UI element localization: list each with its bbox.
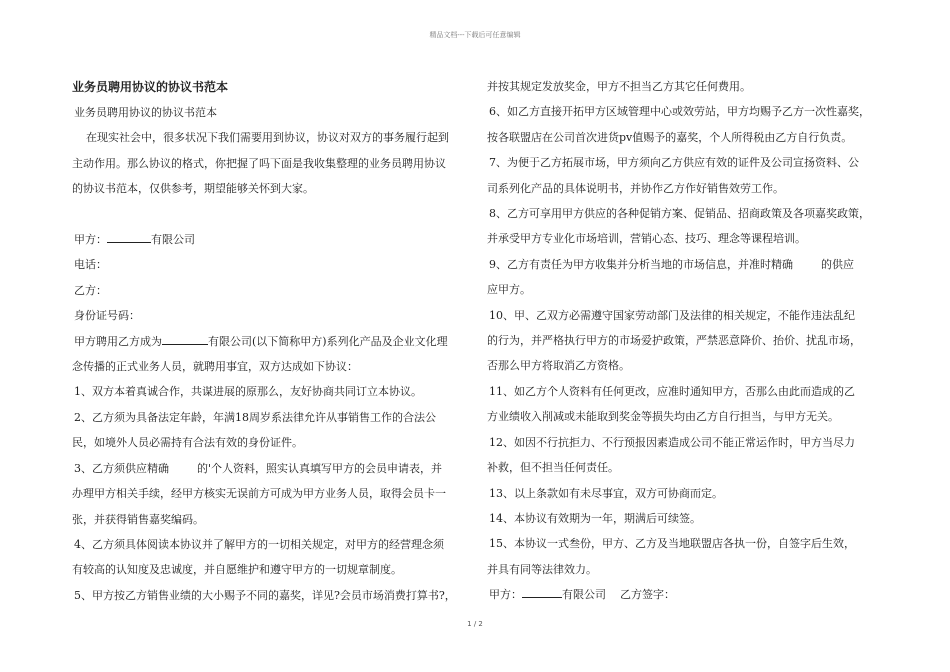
sign-party-a-label: 甲方： [489, 588, 522, 602]
clause-3-part-a: 3、乙方须供应精确 [74, 461, 169, 475]
clause-1: 1、双方本着真诚合作，共谋进展的原那么，友好协商共同订立本协议。 [74, 385, 422, 399]
hire-line-1 [72, 329, 465, 354]
clause-3-line-2: 办理甲方相关手续，经甲方核实无误前方可成为甲方业务人员，取得会员卡一 [72, 487, 446, 501]
clause-15-line-1: 15、本协议一式叁份，甲方、乙方及当地联盟店各执一份，自签字后生效， [489, 537, 855, 551]
party-a-blank [107, 232, 151, 243]
intro-line-3: 的协议书范本，仅供参考，期望能够关怀到大家。 [72, 182, 314, 196]
clause-3-line-1 [72, 456, 465, 481]
clause-4-line-2: 有较高的认知度及忠诚度，并自愿维护和遵守甲方的一切规章制度。 [72, 563, 402, 577]
document-title: 业务员聘用协议的协议书范本 [72, 80, 229, 94]
hire-line-2: 念传播的正式业务人员，就聘用事宜，双方达成如下协议： [72, 360, 358, 374]
clause-6-line-2: 按各联盟店在公司首次进货pv值赐予的嘉奖，个人所得税由乙方自行负责。 [487, 130, 853, 144]
clause-10-line-1: 10、甲、乙双方必需遵守国家劳动部门及法律的相关规定，不能作违法乱纪 [489, 308, 855, 322]
clause-13: 13、以上条款如有未尽事宜，双方可协商而定。 [489, 486, 723, 500]
clause-10-line-3: 否那么甲方将取消乙方资格。 [487, 359, 630, 373]
clause-7-line-1: 7、为便于乙方拓展市场，甲方须向乙方供应有效的证件及公司宣扬资料、公 [489, 156, 859, 170]
party-a-suffix: 有限公司 [151, 233, 195, 247]
clause-9-part-b: 的供应 [821, 257, 854, 271]
sign-company-blank [522, 587, 562, 598]
company-blank [162, 334, 208, 345]
hire-suffix: 有限公司(以下简称甲方)系列化产品及企业文化理 [208, 334, 448, 348]
clause-2-line-1: 2、乙方须为具备法定年龄，年满18周岁系法律允许从事销售工作的合法公 [74, 410, 436, 424]
clause-14: 14、本协议有效期为一年，期满后可续签。 [489, 511, 701, 525]
sign-party-b-label: 乙方签字： [620, 588, 675, 602]
clause-5-line-1: 5、甲方按乙方销售业绩的大小赐予不同的嘉奖，详见?会员市场消费打算书?， [74, 588, 456, 602]
clause-9-line-1 [487, 252, 872, 277]
clause-9-line-2: 应甲方。 [487, 283, 531, 297]
clause-9-part-a: 9、乙方有责任为甲方收集并分析当地的市场信息，并准时精确 [489, 257, 793, 271]
party-a-line [72, 227, 465, 252]
clause-15-line-2: 并具有同等法律效力。 [487, 562, 597, 576]
clause-3-part-b: 的'个人资料，照实认真填写甲方的会员申请表，并 [197, 461, 443, 475]
clause-12-line-2: 补救，但不担当任何责任。 [487, 461, 619, 475]
clause-6-line-1: 6、如乙方直接开拓甲方区域管理中心或效劳站，甲方均赐予乙方一次性嘉奖， [489, 105, 870, 119]
hire-prefix: 甲方聘用乙方成为 [74, 334, 162, 348]
clause-3-line-3: 张，并获得销售嘉奖编码。 [72, 512, 204, 526]
left-column [72, 74, 465, 608]
clause-7-line-2: 司系列化产品的具体说明书，并协作乙方作好销售效劳工作。 [487, 181, 784, 195]
page-number: 1 / 2 [467, 620, 483, 628]
clause-8-line-2: 并承受甲方专业化市场培训，营销心态、技巧、理念等课程培训。 [487, 232, 806, 246]
phone-line: 电话： [74, 258, 107, 272]
clause-5-line-2: 并按其规定发放奖金，甲方不担当乙方其它任何费用。 [487, 80, 751, 93]
clause-10-line-2: 的行为，并严格执行甲方的市场爱护政策，严禁恶意降价、抬价、扰乱市场， [487, 334, 861, 348]
clause-2-line-2: 民，如境外人员必需持有合法有效的身份证件。 [72, 436, 303, 450]
intro-line-2: 主动作用。那么协议的格式，你把握了吗下面是我收集整理的业务员聘用协议 [72, 156, 446, 170]
spacer-line [72, 202, 465, 227]
sign-party-a-suffix: 有限公司 [562, 588, 606, 602]
clause-8-line-1: 8、乙方可享用甲方供应的各种促销方案、促销品、招商政策及各项嘉奖政策， [489, 207, 870, 221]
intro-line-1: 在现实社会中，很多状况下我们需要用到协议，协议对双方的事务履行起到 [86, 131, 449, 145]
party-b-line: 乙方： [74, 283, 107, 297]
party-a-label: 甲方： [74, 233, 107, 247]
signature-line [487, 582, 872, 607]
clause-11-line-1: 11、如乙方个人资料有任何更改，应准时通知甲方，否那么由此而造成的乙 [489, 384, 855, 398]
clause-4-line-1: 4、乙方须具体阅读本协议并了解甲方的一切相关规定，对甲方的经营理念须 [74, 537, 444, 551]
clause-12-line-1: 12、如因不行抗拒力、不行预报因素造成公司不能正常运作时，甲方当尽力 [489, 435, 855, 449]
clause-11-line-2: 方业绩收入削减或未能取到奖金等损失均由乙方自行担当，与甲方无关。 [487, 410, 839, 424]
page-header: 精品文档---下载后可任意编辑 [429, 31, 521, 39]
id-number-line: 身份证号码： [74, 309, 140, 323]
document-subtitle: 业务员聘用协议的协议书范本 [74, 106, 217, 119]
right-column [487, 74, 872, 608]
